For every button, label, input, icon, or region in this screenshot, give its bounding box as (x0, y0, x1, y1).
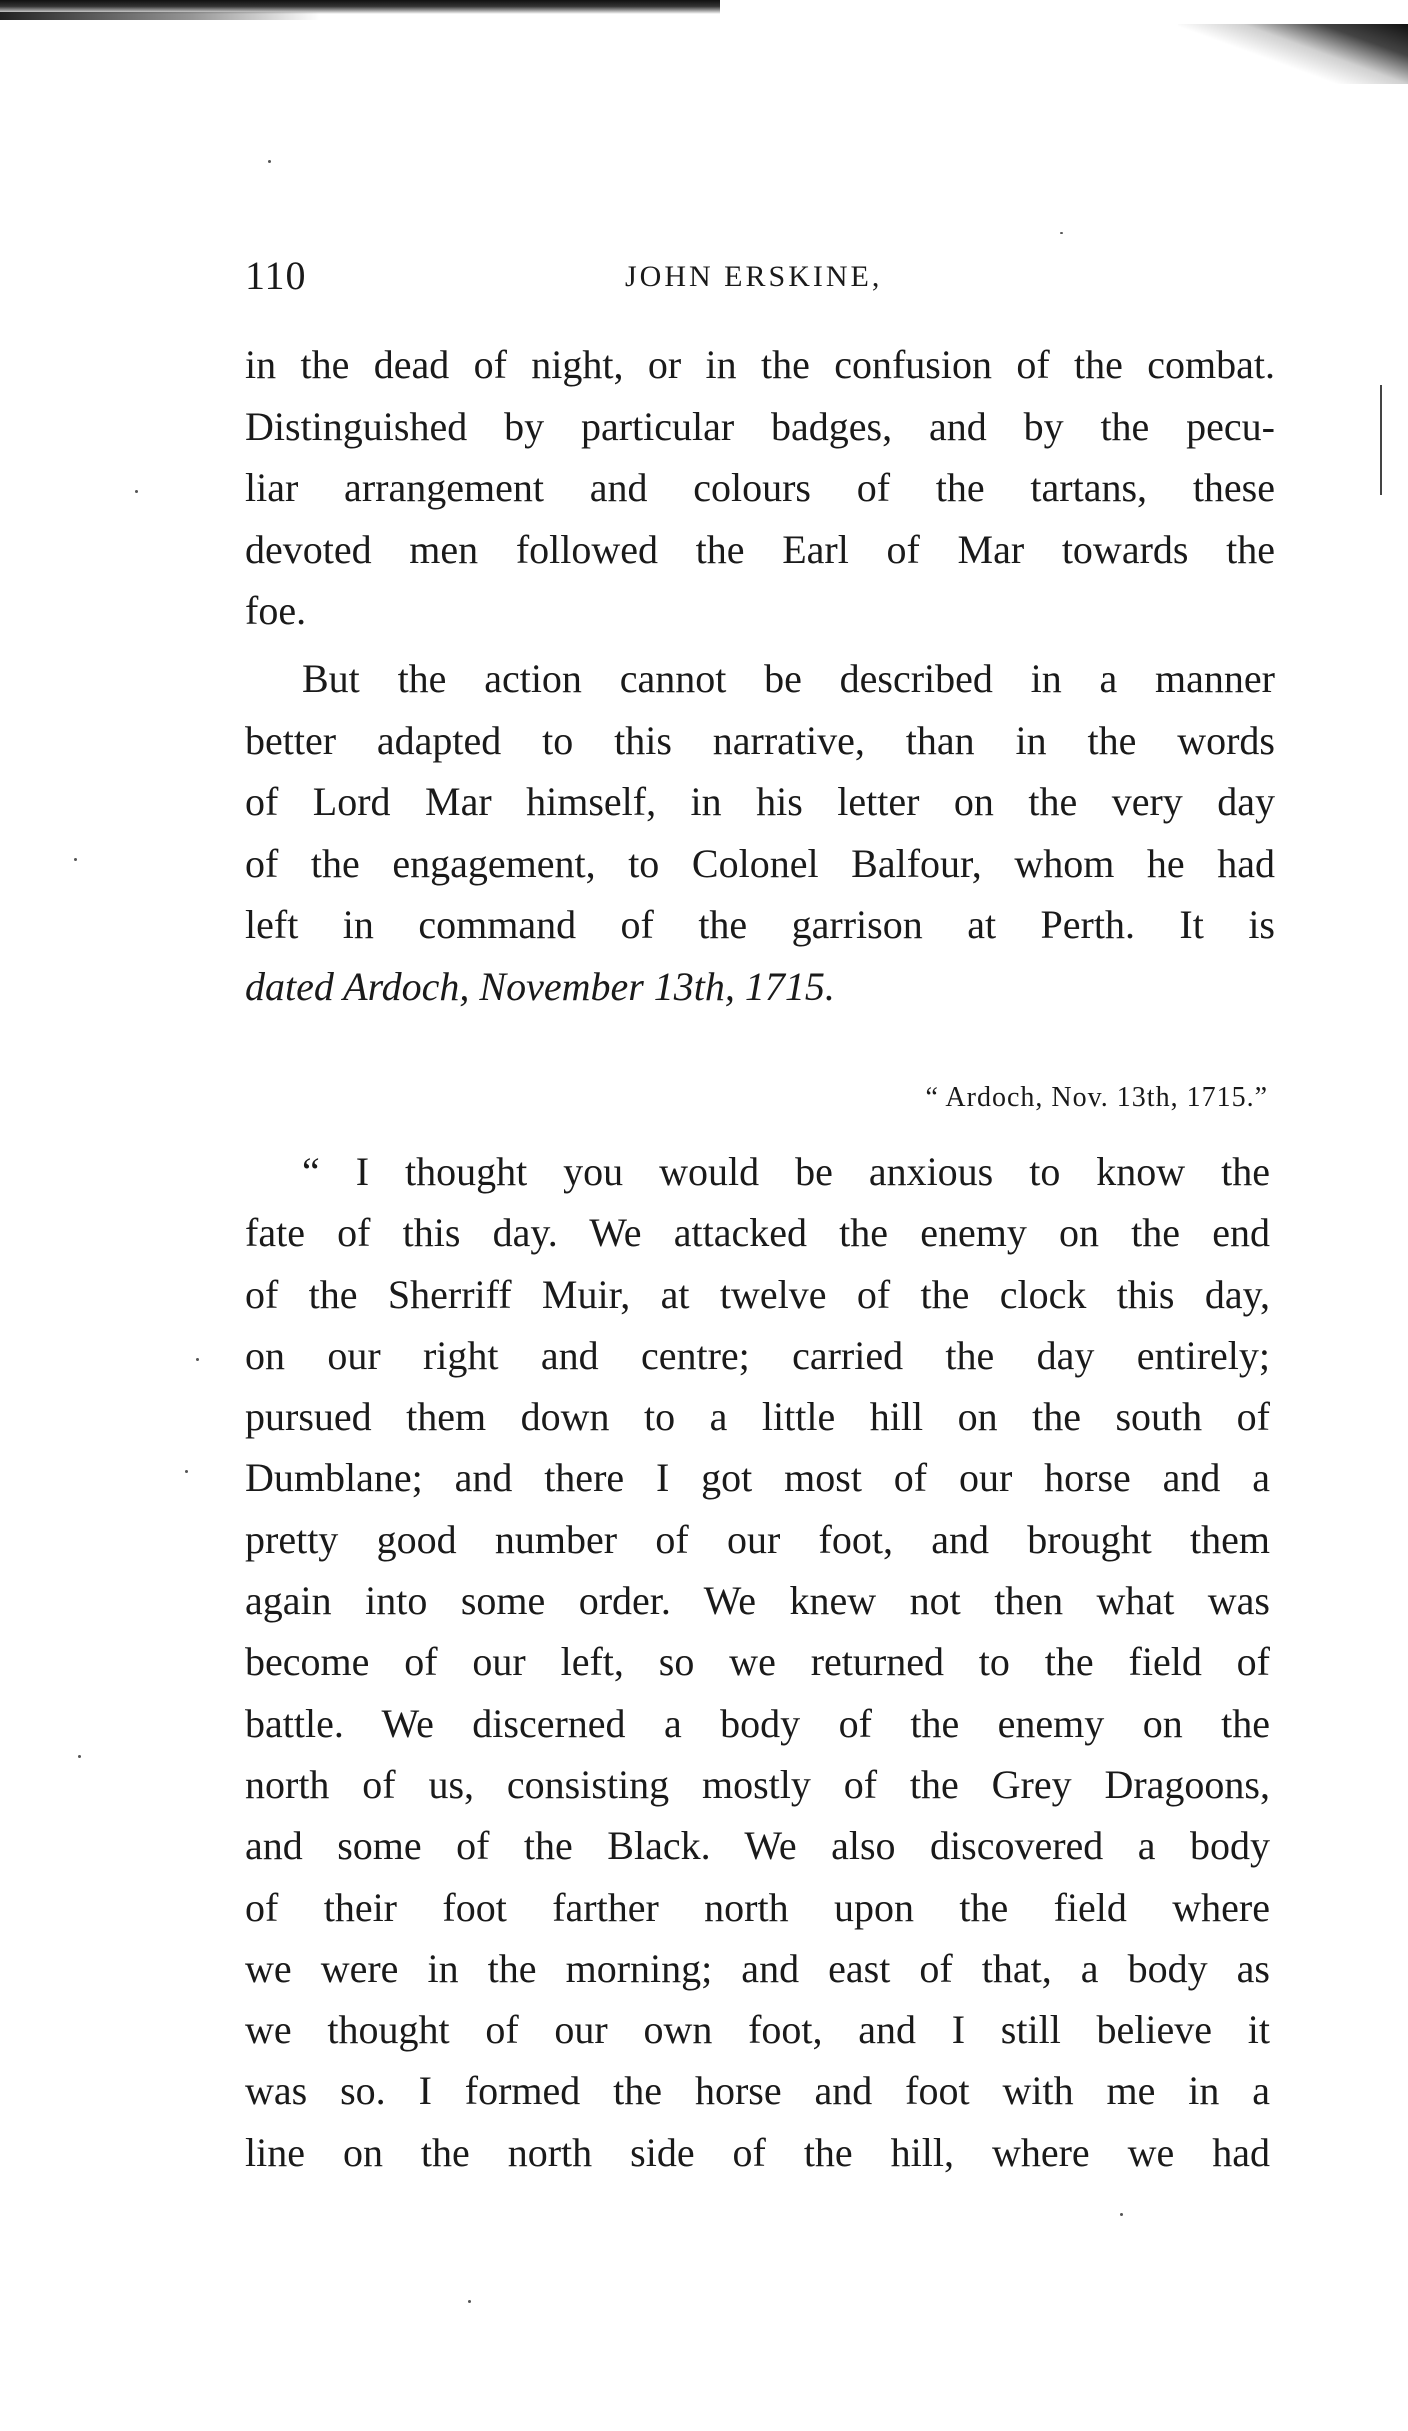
text-line: of Lord Mar himself, in his letter on the very day (245, 779, 1275, 824)
text-line: fate of this day. We attacked the enemy on the end (245, 1210, 1270, 1256)
text-line: and some of the Black. We also discovered a body (245, 1823, 1270, 1869)
scan-speck (135, 490, 138, 493)
text-line: liar arrangement and colours of the tartans, these (245, 465, 1275, 510)
text-line: of the engagement, to Colonel Balfour, whom he had (245, 840, 1275, 886)
text-line: we were in the morning; and east of that, a body as (245, 1945, 1270, 1991)
text-line: foe. (245, 588, 307, 633)
text-line: devoted men followed the Earl of Mar towards the (245, 526, 1275, 572)
text-line: was so. I formed the horse and foot with me in a (245, 2068, 1270, 2114)
text-line: on our right and centre; carried the day entirely; (245, 1332, 1270, 1378)
scan-speck (468, 2300, 471, 2303)
text-line: “ I thought you would be anxious to know the (302, 1149, 1270, 1194)
scan-speck (1120, 2213, 1123, 2216)
scan-speck (74, 858, 77, 861)
text-line-italic: dated Ardoch, November 13th, 1715. (245, 963, 835, 1009)
text-line: again into some order. We knew not then what was (245, 1578, 1270, 1624)
scan-speck (1060, 232, 1063, 234)
paragraph-continuation (245, 334, 1275, 642)
text-line: north of us, consisting mostly of the Grey Dragoons, (245, 1761, 1270, 1807)
text-line: battle. We discerned a body of the enemy on the (245, 1700, 1270, 1746)
scan-speck (196, 1358, 199, 1361)
scan-speck (185, 1470, 188, 1473)
text-line: But the action cannot be described in a manner (302, 656, 1275, 701)
text-line: of the Sherriff Muir, at twelve of the clock this day, (245, 1271, 1270, 1317)
text-line: Distinguished by particular badges, and by the pecu- (245, 403, 1275, 449)
text-line: of their foot farther north upon the field where (245, 1884, 1270, 1930)
text-line: we thought of our own foot, and I still believe it (245, 2007, 1270, 2053)
running-header (245, 252, 1285, 312)
text-line: pursued them down to a little hill on the south of (245, 1394, 1270, 1440)
text-line: line on the north side of the hill, where we had (245, 2129, 1270, 2175)
page-number: 110 (245, 253, 307, 298)
scan-edge-shadow (0, 12, 320, 20)
text-line: pretty good number of our foot, and brought them (245, 1516, 1270, 1562)
running-title: JOHN ERSKINE, (625, 260, 883, 293)
letter-quotation (245, 1141, 1270, 2183)
scan-speck (268, 160, 271, 163)
letter-dateline: “ Ardoch, Nov. 13th, 1715.” (925, 1082, 1268, 1113)
paragraph-introduction (245, 648, 1275, 1017)
text-line: in the dead of night, or in the confusion of the combat. (245, 342, 1275, 387)
text-line: Dumblane; and there I got most of our horse and a (245, 1455, 1270, 1501)
scan-speck (78, 1755, 81, 1758)
scan-edge-top-right (1178, 24, 1408, 84)
scan-margin-line (1380, 385, 1382, 495)
text-line: become of our left, so we returned to the field of (245, 1639, 1270, 1685)
text-line: left in command of the garrison at Perth. It is (245, 902, 1275, 947)
text-line: better adapted to this narrative, than in the words (245, 717, 1275, 763)
